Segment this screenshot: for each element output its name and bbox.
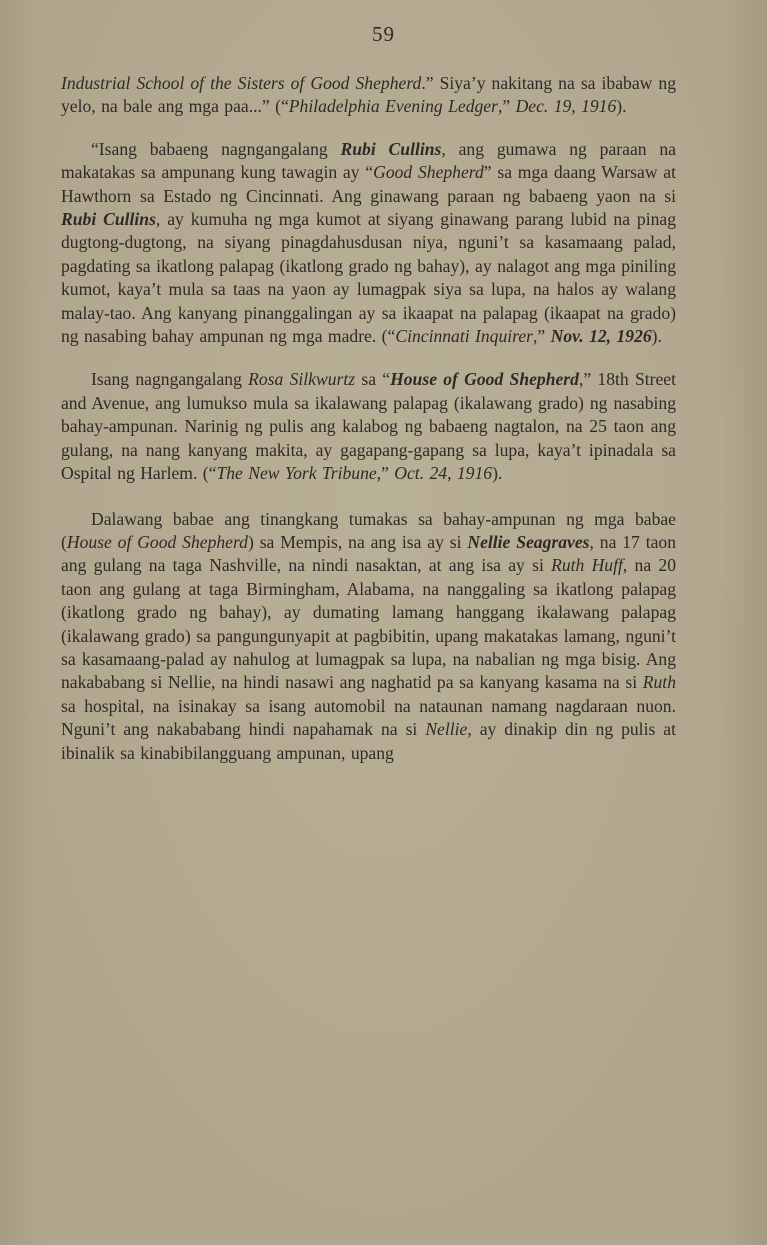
- text-run: , ay kumuha ng mga kumot at siyang ginawang parang lubid na pinag dugtong-dugtong, na siyang pinagdahusdusan niya, nguni’t sa kasamaang palad, pagdating sa ikatlong palapag (ikatlong grado ng bahay), ay nalagot ang mga piniling kumot, kaya’t mula sa taas na yaon ay lumagpak siya sa lupa, na halos ay walang malay-tao. Ang kanyang pinanggalingan ay sa ikaapat na palapag (ikaapat na grado) ng nasabing bahay ampunan ng mga madre. (“: [61, 209, 676, 347]
- text-run: Rosa Silkwurtz: [248, 369, 356, 390]
- text-run: ,”: [497, 96, 516, 117]
- paragraph: [61, 368, 676, 485]
- text-run: The New York Tribune: [216, 463, 377, 484]
- text-run: , ay dinakip din ng pulis at ibinalik sa kinabibilangguang ampunan, upang: [61, 719, 676, 763]
- text-run: “Isang babaeng nagngangalang: [91, 138, 341, 159]
- text-run: Nov. 12, 1926: [550, 326, 652, 347]
- text-run: ” sa mga daang Warsaw at Hawthorn sa Estado ng Cincinnati. Ang ginawang paraan ng babaeng yaon na si: [61, 162, 676, 206]
- text-run: ).: [616, 96, 627, 117]
- text-run: ).: [492, 463, 503, 484]
- text-run: Philadelphia Evening Ledger: [288, 96, 498, 117]
- text-run: Oct. 24, 1916: [394, 463, 493, 484]
- text-run: ,”: [533, 326, 551, 347]
- text-run: , na 17 taon ang gulang na taga Nashville, na nindi nasaktan, at ang isa ay si: [61, 531, 676, 576]
- text-run: .” Siya’y nakitang na sa ibabaw ng yelo, na bale ang mga paa...” (“: [61, 73, 676, 117]
- text-run: ,”: [376, 463, 395, 484]
- text-run: Ruth Huff: [551, 555, 623, 576]
- text-run: ).: [651, 326, 662, 347]
- body-text: [61, 72, 676, 765]
- text-run: sa “: [355, 369, 391, 390]
- text-run: Rubi Cullins: [61, 209, 156, 230]
- page-number: 59: [372, 22, 395, 46]
- text-run: Rubi Cullins: [340, 138, 442, 159]
- text-run: House of Good Shepherd: [66, 531, 248, 552]
- text-run: Dec. 19, 1916: [515, 96, 617, 117]
- text-run: , na 20 taon ang gulang at taga Birmingham, Alabama, na nanggaling sa ikatlong palapag (ikatlong grado ng bahay), ay dumating lamang hanggang ikalawang palapag (ikalawang grado) sa pangungunyapit at pagbibitin, upang makatakas lamang, nguni’t sa kasamaang-palad ay nahulog at lumagpak sa lupa, na nabalian ng mga bisig. Ang nakababang si Nellie, na hindi nasawi ang naghatid pa sa kanyang kasama na si: [61, 555, 677, 693]
- text-run: , ang gumawa ng paraan na makatakas sa ampunang kung tawagin ay “: [61, 138, 676, 183]
- text-run: Good Shepherd: [373, 162, 484, 183]
- text-run: Industrial School of the Sisters of Good Shepherd: [61, 73, 422, 93]
- paragraph: [61, 72, 676, 119]
- paragraph: [61, 138, 676, 349]
- text-run: Isang nagngangalang: [91, 369, 249, 390]
- paragraph: [61, 508, 676, 765]
- text-run: Ruth: [642, 672, 676, 693]
- text-run: Cincinnati Inquirer: [395, 326, 534, 347]
- text-run: ) sa Mempis, na ang isa ay si: [247, 531, 468, 552]
- text-run: Dalawang babae ang tinangkang tumakas sa bahay-ampunan ng mga babae (: [61, 508, 676, 552]
- text-run: Nellie Seagraves: [467, 531, 590, 552]
- text-run: sa hospital, na isinakay sa isang automobil na nataunan namang nagdaraan nuon. Nguni’t ang nakababang hindi napahamak na si: [61, 695, 676, 740]
- text-run: Nellie: [425, 719, 468, 740]
- text-run: House of Good Shepherd: [390, 369, 579, 390]
- text-run: ,” 18th Street and Avenue, ang lumukso mula sa ikalawang palapag (ikalawang grado) ng nasabing bahay-ampunan. Narinig ng pulis ang kalabog ng babaeng nagtalon, na 25 taon ang gulang, na nang kanyang makita, ay gagapang-gapang sa lupa, kaya’t ipinadala sa Ospital ng Harlem. (“: [61, 369, 676, 484]
